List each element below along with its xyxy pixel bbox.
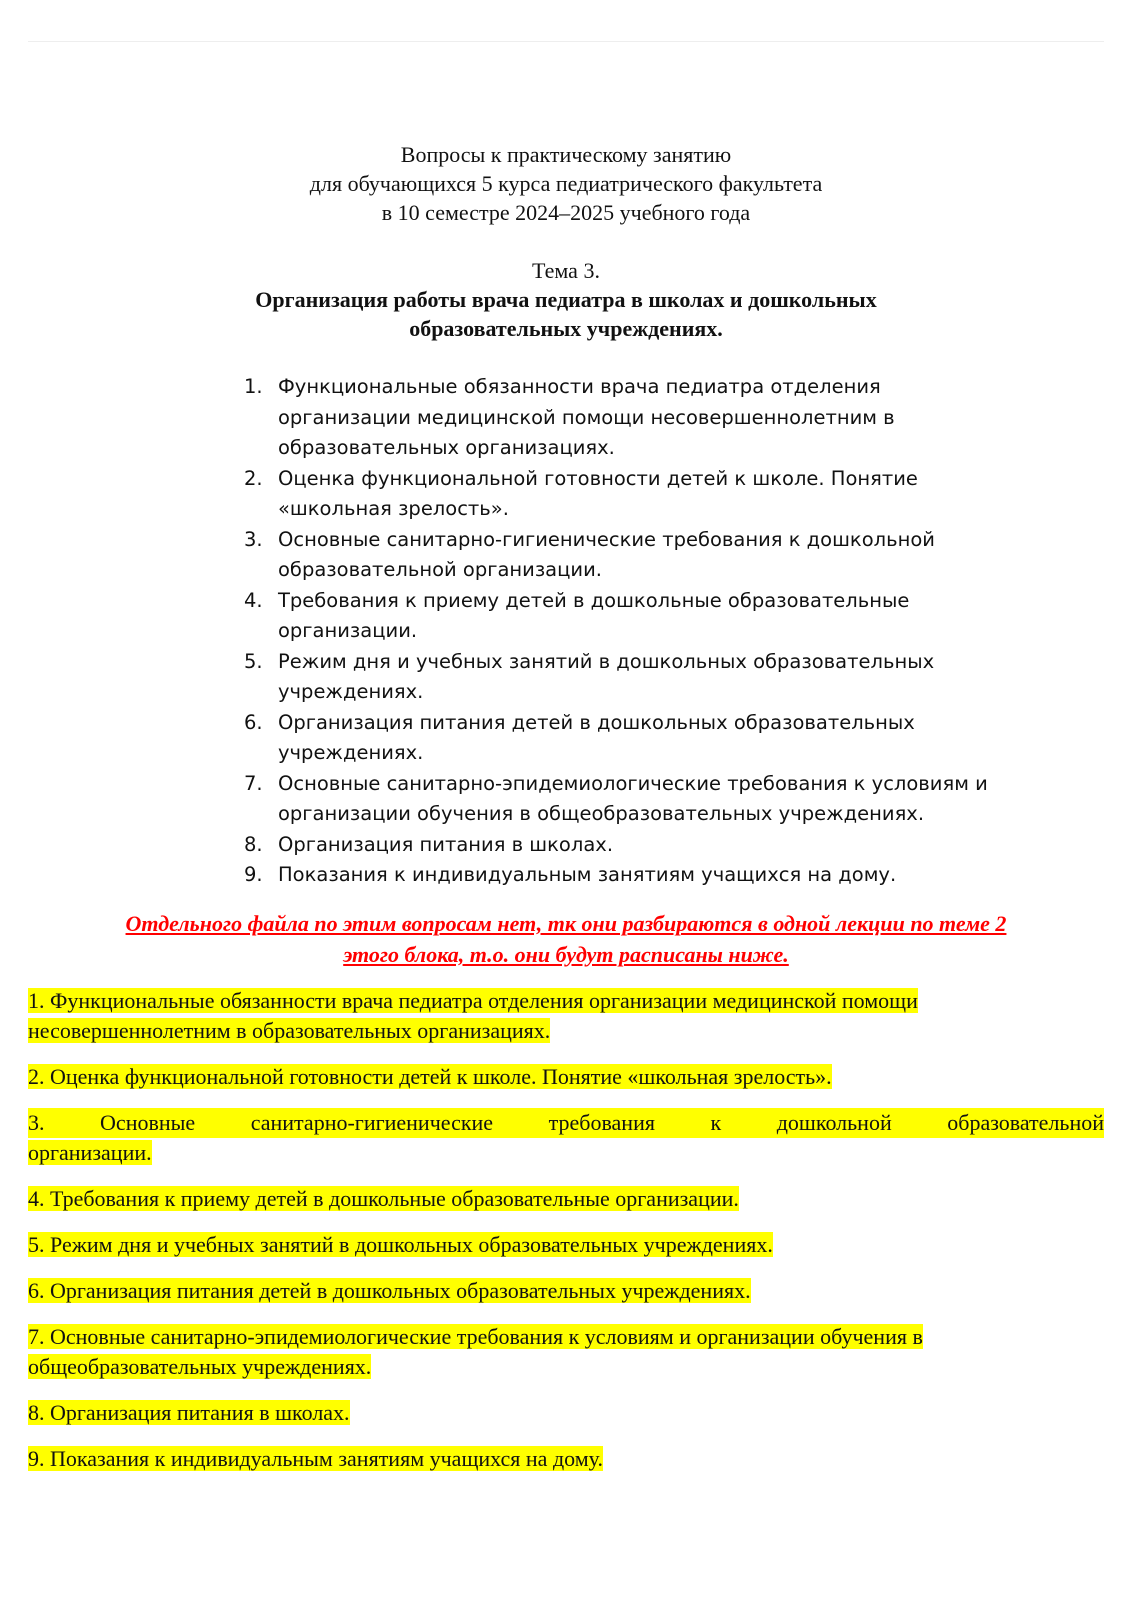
question-number: 3. [244, 527, 263, 551]
highlighted-text: 7. Основные санитарно-эпидемиологические требования к условиям и организации обучения в [28, 1324, 923, 1349]
question-line: учреждениях. [278, 741, 424, 764]
highlighted-text: общеобразовательных учреждениях. [28, 1354, 372, 1379]
answer-heading-1 [28, 986, 1104, 1046]
topic-label: Тема 3. [532, 258, 600, 283]
question-line: Требования к приему детей в дошкольные образовательные [278, 588, 910, 612]
header-line-3: в 10 семестре 2024–2025 учебного года [381, 200, 751, 225]
answer-heading-7 [28, 1322, 1104, 1382]
topic-title-line-1: Организация работы врача педиатра в школах и дошкольных [255, 287, 877, 312]
question-line: «школьная зрелость». [278, 497, 509, 520]
question-item-4 [244, 586, 1044, 647]
header-line-2: для обучающихся 5 курса педиатрического факультета [309, 171, 823, 196]
question-item-7 [244, 769, 1044, 830]
highlighted-text: 8. Организация питания в школах. [28, 1400, 350, 1425]
question-number: 6. [244, 710, 263, 734]
question-item-8 [244, 830, 1044, 861]
answer-heading-8 [28, 1398, 1104, 1428]
highlighted-text: 1. Функциональные обязанности врача педиатра отделения организации медицинской помощи [28, 988, 918, 1013]
question-line: Функциональные обязанности врача педиатра отделения [278, 375, 881, 398]
highlighted-text: 3. Основные санитарно-гигиенические требования к дошкольной образовательной [28, 1108, 1104, 1138]
answer-heading-6 [28, 1276, 1104, 1306]
question-line: Организация питания в школах. [278, 832, 614, 856]
question-item-1 [244, 372, 1044, 464]
question-line: Режим дня и учебных занятий в дошкольных образовательных [278, 649, 935, 673]
question-line: образовательных организациях. [278, 436, 615, 459]
note-line-2: этого блока, т.о. они будут расписаны ниже. [343, 942, 789, 967]
highlighted-text: организации. [28, 1140, 152, 1165]
topic-block [0, 256, 1132, 343]
question-line: Основные санитарно-гигиенические требования к дошкольной [278, 527, 935, 551]
question-line: образовательной организации. [278, 558, 602, 581]
question-line: Оценка функциональной готовности детей к школе. Понятие [278, 466, 918, 490]
question-line: организации обучения в общеобразовательных учреждениях. [278, 802, 925, 825]
question-line: учреждениях. [278, 680, 424, 703]
question-line: Основные санитарно-эпидемиологические требования к условиям и [278, 771, 988, 795]
question-line: организации. [278, 619, 418, 642]
page-top-divider [28, 41, 1104, 42]
question-number: 1. [244, 375, 263, 398]
question-line: организации медицинской помощи несовершеннолетним в [278, 405, 895, 429]
question-number: 4. [244, 588, 263, 612]
question-number: 2. [244, 466, 263, 490]
question-item-3 [244, 525, 1044, 586]
answer-heading-3 [28, 1108, 1104, 1168]
answer-heading-9 [28, 1444, 1104, 1474]
question-line: Организация питания детей в дошкольных образовательных [278, 710, 915, 734]
question-number: 5. [244, 649, 263, 673]
question-item-5 [244, 647, 1044, 708]
question-item-2 [244, 464, 1044, 525]
question-line: Показания к индивидуальным занятиям учащихся на дому. [278, 863, 897, 886]
highlighted-text: 4. Требования к приему детей в дошкольные образовательные организации. [28, 1186, 739, 1211]
question-item-6 [244, 708, 1044, 769]
question-item-9 [244, 860, 1044, 891]
highlighted-text: 2. Оценка функциональной готовности детей к школе. Понятие «школьная зрелость». [28, 1064, 832, 1089]
highlighted-text: 9. Показания к индивидуальным занятиям учащихся на дому. [28, 1446, 603, 1471]
header-line-1: Вопросы к практическому занятию [400, 142, 732, 167]
highlighted-text: 6. Организация питания детей в дошкольных образовательных учреждениях. [28, 1278, 751, 1303]
questions-list [244, 372, 1044, 891]
topic-title-line-2: образовательных учреждениях. [409, 316, 723, 341]
highlighted-text: несовершеннолетним в образовательных организациях. [28, 1018, 551, 1043]
question-number: 7. [244, 771, 263, 795]
note-line-1: Отдельного файла по этим вопросам нет, тк они разбираются в одной лекции по теме 2 [125, 911, 1007, 936]
answer-heading-4 [28, 1184, 1104, 1214]
answer-heading-5 [28, 1230, 1104, 1260]
answer-heading-2 [28, 1062, 1104, 1092]
question-number: 9. [244, 863, 263, 886]
document-header [0, 140, 1132, 227]
question-number: 8. [244, 832, 263, 856]
red-note [28, 908, 1104, 970]
answers-section [28, 986, 1104, 1490]
highlighted-text: 5. Режим дня и учебных занятий в дошкольных образовательных учреждениях. [28, 1232, 773, 1257]
